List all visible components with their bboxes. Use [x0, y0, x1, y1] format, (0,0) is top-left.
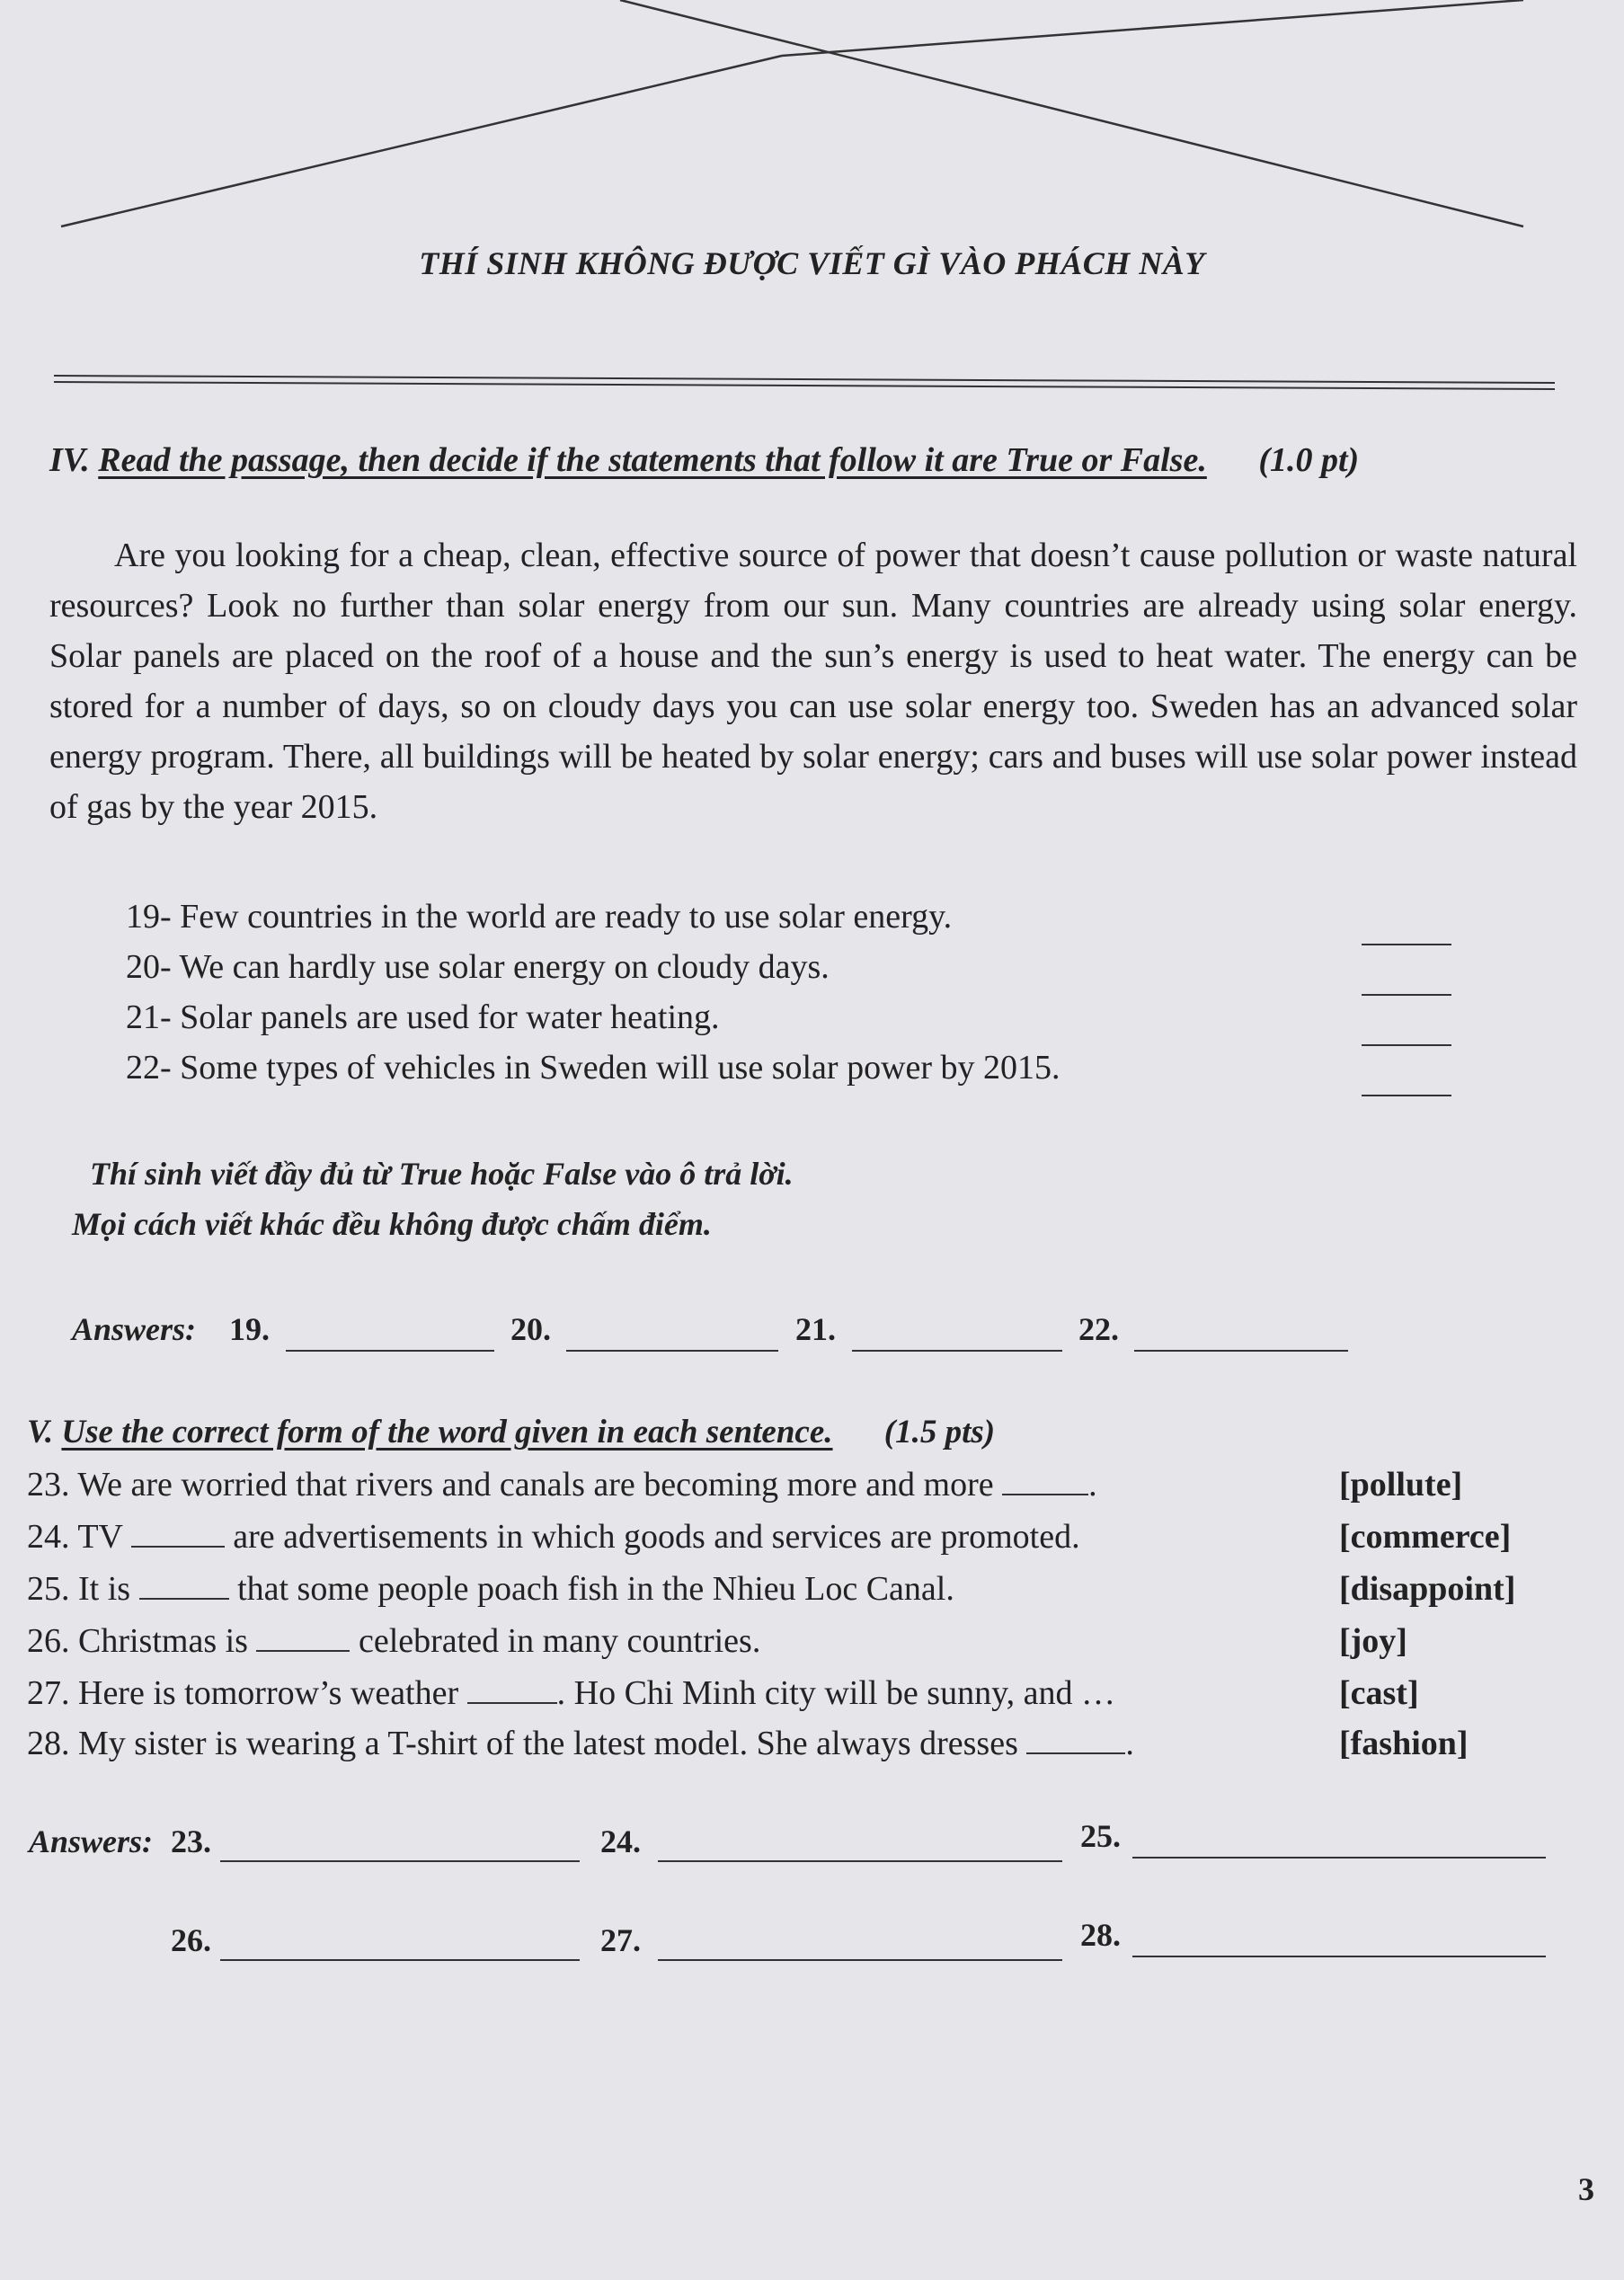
answer-24-blank[interactable]: [658, 1859, 1062, 1862]
question-26-end: celebrated in many countries.: [350, 1622, 761, 1660]
question-24: [27, 1517, 1080, 1557]
question-24-text: 24. TV: [27, 1518, 131, 1556]
statement-22-blank[interactable]: [1362, 1093, 1451, 1096]
question-28: [27, 1724, 1134, 1763]
word-hint-28: [fashion]: [1339, 1725, 1469, 1762]
answer-21-num: 21.: [795, 1311, 836, 1347]
reading-passage: [49, 530, 1577, 832]
answer-27-num: 27.: [600, 1922, 641, 1958]
question-23: [27, 1465, 1097, 1504]
answer-23-num: 23.: [171, 1823, 211, 1859]
answer-21-blank[interactable]: [852, 1348, 1062, 1352]
word-hint-23: [pollute]: [1339, 1466, 1463, 1504]
question-27: [27, 1673, 1115, 1713]
statement-19-blank[interactable]: [1362, 942, 1451, 945]
section5-heading: [27, 1413, 995, 1451]
question-25-end: that some people poach fish in the Nhieu Loc Canal.: [228, 1570, 954, 1608]
answer-28-blank[interactable]: [1132, 1954, 1546, 1957]
question-25-blank[interactable]: [139, 1596, 229, 1600]
answer-27-blank[interactable]: [658, 1957, 1062, 1961]
answer-19-num: 19.: [229, 1311, 270, 1347]
question-23-blank[interactable]: [1002, 1492, 1088, 1495]
answers-label: Answers:: [72, 1311, 197, 1347]
answer-20-blank[interactable]: [566, 1348, 778, 1352]
header-warning: THÍ SINH KHÔNG ĐƯỢC VIẾT GÌ VÀO PHÁCH NÀY: [419, 245, 1205, 281]
page-number: 3: [1578, 2171, 1594, 2207]
passage-text: Are you looking for a cheap, clean, effective source of power that doesn’t cause pollution or waste natural resources? Look no further than solar energy from our sun. Many countries are already using solar energy. Solar panels are placed on the roof of a house and the sun’s energy is used to heat water. The energy can be stored for a number of days, so on cloudy days you can use solar energy too. Sweden has an advanced solar energy program. There, all buildings will be heated by solar energy; cars and buses will use solar power instead of gas by the year 2015.: [49, 537, 1577, 826]
answer-19-blank[interactable]: [286, 1348, 494, 1352]
question-26: [27, 1621, 760, 1661]
question-23-text: 23. We are worried that rivers and canals are becoming more and more: [27, 1466, 1003, 1504]
question-28-end: .: [1125, 1725, 1134, 1762]
answer-23-blank[interactable]: [220, 1859, 580, 1862]
question-27-text: 27. Here is tomorrow’s weather: [27, 1674, 467, 1712]
answer-26-num: 26.: [171, 1922, 211, 1958]
word-hint-26: [joy]: [1339, 1622, 1407, 1660]
question-24-end: are advertisements in which goods and services are promoted.: [224, 1518, 1080, 1556]
question-27-end: . Ho Chi Minh city will be sunny, and …: [556, 1674, 1115, 1712]
answer-25-num: 25.: [1080, 1818, 1121, 1854]
statement-21: 21- Solar panels are used for water heating.: [126, 998, 720, 1036]
answer-22-num: 22.: [1078, 1311, 1119, 1347]
section5-number: V.: [27, 1414, 54, 1451]
question-26-blank[interactable]: [256, 1648, 350, 1652]
answer-24-num: 24.: [600, 1823, 641, 1859]
section4-heading: [49, 440, 1359, 480]
section4-answers-label: [72, 1310, 196, 1348]
divider-line-top: [54, 376, 1555, 383]
divider-line-bottom: [54, 382, 1555, 389]
question-25-text: 25. It is: [27, 1570, 139, 1608]
question-24-blank[interactable]: [131, 1544, 225, 1548]
statement-22: 22- Some types of vehicles in Sweden will use solar power by 2015.: [126, 1049, 1060, 1087]
section5-points: (1.5 pts): [883, 1414, 996, 1451]
question-28-blank[interactable]: [1026, 1751, 1125, 1754]
question-27-blank[interactable]: [467, 1700, 557, 1704]
answer-25-blank[interactable]: [1132, 1855, 1546, 1859]
word-hint-25: [disappoint]: [1339, 1570, 1516, 1608]
answer-20-num: 20.: [510, 1311, 551, 1347]
statement-20: 20- We can hardly use solar energy on cloudy days.: [126, 948, 830, 986]
answer-22-blank[interactable]: [1134, 1348, 1348, 1352]
header-lines: [0, 0, 1624, 404]
word-hint-27: [cast]: [1339, 1674, 1419, 1712]
section4-number: IV.: [49, 441, 90, 479]
section4-points: (1.0 pt): [1258, 441, 1360, 479]
cross-line-left-upper: [782, 0, 1523, 56]
section5-instruction: Use the correct form of the word given in each sentence.: [61, 1414, 833, 1451]
answer-28-num: 28.: [1080, 1917, 1121, 1953]
question-25: [27, 1569, 954, 1609]
word-hint-24: [commerce]: [1339, 1518, 1512, 1556]
statement-20-blank[interactable]: [1362, 992, 1451, 996]
instruction-note-2: Mọi cách viết khác đều không được chấm điểm.: [72, 1206, 712, 1242]
statement-21-blank[interactable]: [1362, 1042, 1451, 1046]
question-23-end: .: [1088, 1466, 1097, 1504]
answer-26-blank[interactable]: [220, 1957, 580, 1961]
statement-19: 19- Few countries in the world are ready to use solar energy.: [126, 898, 953, 936]
section4-instruction: Read the passage, then decide if the statements that follow it are True or False.: [98, 441, 1207, 479]
question-28-text: 28. My sister is wearing a T-shirt of the latest model. She always dresses: [27, 1725, 1027, 1762]
cross-line-left: [61, 56, 782, 226]
answers-label-2: Answers:: [29, 1823, 154, 1859]
section5-answers-label: [29, 1823, 153, 1860]
question-26-text: 26. Christmas is: [27, 1622, 257, 1660]
instruction-note-1: Thí sinh viết đầy đủ từ True hoặc False vào ô trả lời.: [90, 1156, 794, 1192]
